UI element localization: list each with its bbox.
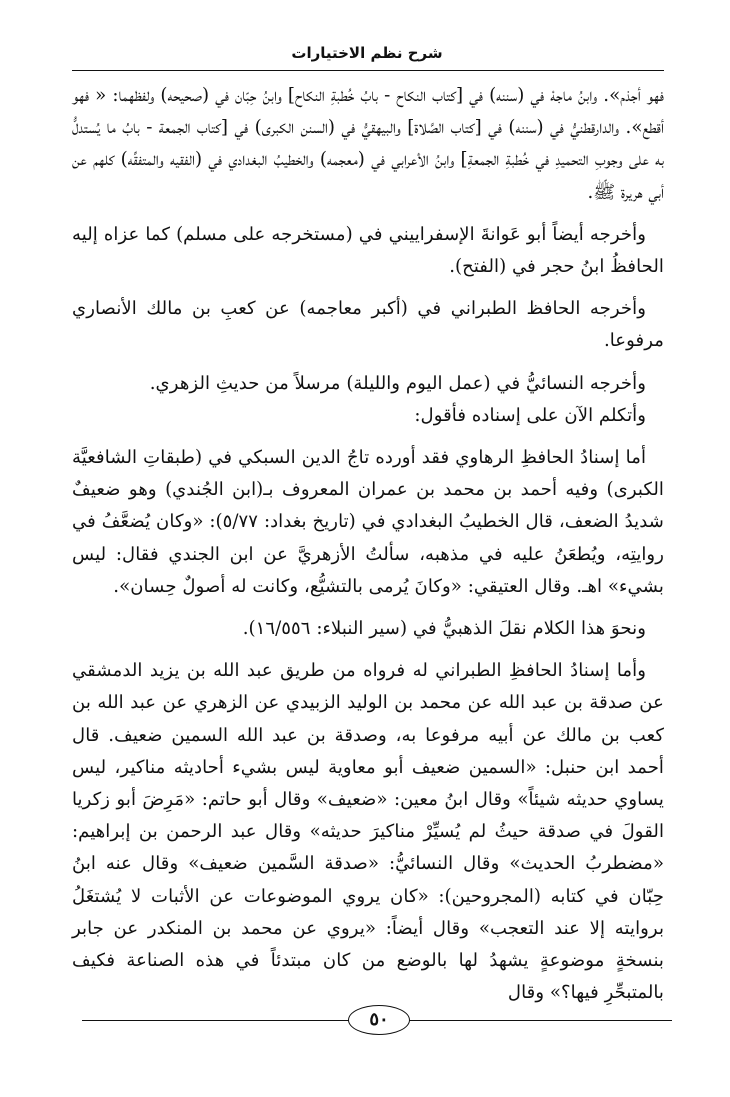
paragraph-6: أما إسنادُ الحافظِ الرهاوي فقد أورده تاجُ الدين السبكي في (طبقاتِ الشافعيَّة الكبرى) وفيه أحمد بن محمد بن عمران المعروف بـ(ابن الجُندي) وهو ضعيفٌ شديدُ الضعف، قال الخطيبُ البغدادي في (تاريخ بغداد: ٥/٧٧): «وكان يُضعَّفُ في روايتِه، ويُطعَنُ عليه في مذهبه، سألتُ الأزهريَّ عن ابن الجندي فقال: ليس بشيء» اهـ. وقال العتيقي: «وكانَ يُرمى بالتشيُّع، وكانت له أصولٌ حِسان».	[72, 447, 664, 597]
page-body	[72, 80, 664, 1009]
page-number: ٥٠	[348, 1005, 410, 1035]
paragraph-8: وأما إسنادُ الحافظِ الطبراني له فرواه من طريق عبد الله بن يزيد الدمشقي عن صدقة بن عبد الله عن محمد بن الوليد الزبيدي عن الزهري عن عبد الله بن كعب بن مالك عن أبيه مرفوعا به، وصدقة بن عبد الله السمين ضعيف. قال أحمد ابن حنبل: «السمين ضعيف أبو معاوية ليس بشيء أحاديثه مناكير، ليس يساوي حديثه شيئاً» وقال ابنُ معين: «ضعيف» وقال أبو حاتم: «مَرِضَ أبو زكريا القولَ في صدقة حيثُ لم يُسيِّرْ مناكيرَ حديثه» وقال عبد الرحمن بن إبراهيم: «مضطربُ الحديث» وقال النسائيُّ: «صدقة السَّمين ضعيف» وقال عنه ابنُ حِبّان في كتابه (المجروحين): «كان يروي الموضوعات عن الأثبات لا يُشتغَلُ بروايته إلا عند التعجب» وقال أيضاً: «يروي عن محمد بن المنكدر عن جابر بنسخةٍ موضوعةٍ يشهدُ لها بالوضع من كان مبتدئاً في هذه الصناعة فكيف بالمتبحِّرِ فيها؟» وقال	[72, 660, 664, 1004]
footer-rule-right	[408, 1020, 672, 1021]
running-header: شرح نظم الاختيارات	[291, 44, 443, 62]
paragraph-1: فهو أجذم». وابنُ ماجهْ في (سننه) في [كتاب النكاح - بابُ خُطبةِ النكاح] وابنُ حِبّان في (صحيحه) ولفظهما: « فهو أقطع». والدارقطنيُّ في (سننه) في [كتاب الصَّلاة] والبيهقيُّ في (السنن الكبرى) في [كتاب الجمعة - بابُ ما يُستدلُّ به على وجوبِ التحميدِ في خُطبةِ الجمعةِ] وابنُ الأعرابي في (معجمه) والخطيبُ البغدادي في (الفقيه والمتفقِّه) كلهم عن أبي هريرة ﷺ.	[72, 85, 664, 203]
header-rule	[72, 70, 664, 71]
paragraph-7: ونحوَ هذا الكلام نقلَ الذهبيُّ في (سير النبلاء: ١٦/٥٥٦).	[242, 618, 646, 640]
paragraph-5: وأتكلم الآن على إسناده فأقول:	[414, 404, 646, 426]
footer-rule-left	[82, 1020, 350, 1021]
paragraph-3: وأخرجه الحافظ الطبراني في (أكبر معاجمه) عن كعبِ بن مالك الأنصاري مرفوعا.	[72, 298, 664, 352]
paragraph-2: وأخرجه أيضاً أبو عَوانةَ الإسفراييني في (مستخرجه على مسلم) كما عزاه إليه الحافظُ ابنُ حجر في (الفتح).	[72, 223, 664, 278]
paragraph-4: وأخرجه النسائيُّ في (عمل اليوم والليلة) مرسلاً من حديثِ الزهري.	[149, 372, 646, 394]
